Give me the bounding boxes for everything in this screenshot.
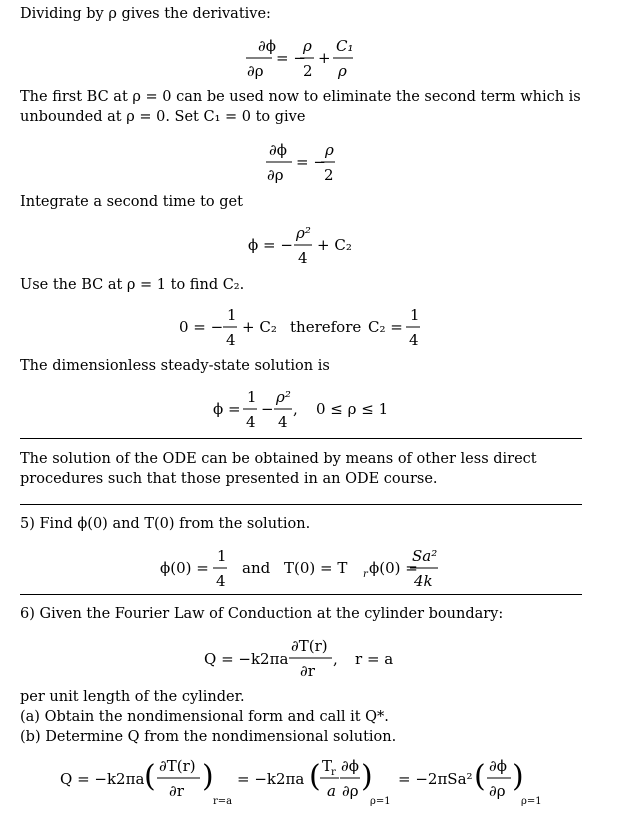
svg-text:4k: 4k: [414, 572, 433, 590]
svg-text:Q = −k2πa: Q = −k2πa: [60, 770, 145, 788]
svg-text:2: 2: [324, 166, 334, 184]
text-integrate: Integrate a second time to get: [20, 194, 243, 210]
svg-text:T(0) = T: T(0) = T: [284, 559, 348, 577]
svg-text:4: 4: [278, 413, 288, 431]
svg-text:C₂ =: C₂ =: [368, 318, 403, 336]
svg-text:Q = −k2πa: Q = −k2πa: [204, 650, 289, 668]
svg-text:+ C₂: + C₂: [242, 318, 277, 336]
svg-text:): ): [361, 759, 373, 794]
equation-steady-solution: [0, 381, 630, 441]
svg-text:4: 4: [298, 249, 308, 267]
svg-text:= −: = −: [276, 49, 306, 67]
text-steady-state: The dimensionless steady-state solution is: [20, 358, 330, 374]
divider-2: [20, 504, 582, 505]
svg-text:∂ϕ: ∂ϕ: [258, 37, 276, 55]
svg-text:T: T: [322, 757, 333, 775]
equation-derivative: [0, 30, 630, 90]
svg-text:ϕ =: ϕ =: [213, 400, 241, 418]
svg-text:(: (: [474, 759, 486, 794]
text-per-unit-length: per unit length of the cylinder.: [20, 689, 245, 705]
text-part-a: (a) Obtain the nondimensional form and call it Q*.: [20, 709, 389, 725]
svg-text:,: ,: [293, 400, 298, 418]
svg-text:r: r: [363, 569, 368, 580]
svg-text:(: (: [309, 759, 321, 794]
svg-text:∂T(r): ∂T(r): [159, 757, 196, 775]
svg-text:ρ²: ρ²: [276, 388, 291, 406]
text-dividing: Dividing by ρ gives the derivative:: [20, 6, 271, 22]
svg-text:): ): [202, 759, 214, 794]
svg-text:r = a: r = a: [355, 650, 394, 668]
svg-text:0 ≤ ρ ≤ 1: 0 ≤ ρ ≤ 1: [316, 400, 389, 418]
svg-text:ρ: ρ: [325, 141, 334, 159]
svg-text:= −k2πa: = −k2πa: [237, 770, 305, 788]
text-step-5: 5) Find ϕ(0) and T(0) from the solution.: [20, 516, 311, 532]
svg-text:∂ϕ: ∂ϕ: [269, 141, 287, 159]
svg-text:(: (: [144, 759, 156, 794]
svg-text:∂T(r): ∂T(r): [291, 637, 328, 655]
svg-text:,: ,: [333, 650, 338, 668]
equation-phi-general: [0, 218, 630, 278]
svg-text:ρ²: ρ²: [296, 224, 311, 242]
equation-center-values: [0, 540, 630, 600]
svg-text:ρ=1: ρ=1: [370, 796, 391, 807]
text-part-b: (b) Determine Q from the nondimensional solution.: [20, 729, 397, 745]
svg-text:ρ: ρ: [303, 37, 312, 55]
svg-text:1: 1: [217, 547, 227, 565]
svg-text:= −2πSa²: = −2πSa²: [398, 770, 473, 788]
svg-text:therefore: therefore: [290, 318, 362, 336]
svg-text:∂ϕ: ∂ϕ: [341, 757, 359, 775]
equation-derivative-reduced: [0, 134, 630, 194]
equation-fourier-law: [0, 632, 630, 692]
svg-text:ϕ(0) =: ϕ(0) =: [369, 559, 418, 577]
svg-text:4: 4: [226, 331, 236, 349]
equation-c2: [0, 300, 630, 360]
svg-text:r=a: r=a: [213, 796, 233, 807]
svg-text:): ): [512, 759, 524, 794]
svg-text:= −: = −: [296, 153, 326, 171]
svg-text:∂ρ: ∂ρ: [342, 782, 359, 800]
text-use-bc: Use the BC at ρ = 1 to find C₂.: [20, 277, 245, 293]
svg-text:1: 1: [410, 306, 420, 324]
svg-text:Sa²: Sa²: [412, 547, 438, 565]
svg-text:4: 4: [409, 331, 419, 349]
svg-text:1: 1: [247, 388, 257, 406]
svg-text:2: 2: [303, 62, 313, 80]
svg-text:∂ϕ: ∂ϕ: [489, 757, 507, 775]
text-step-6: 6) Given the Fourier Law of Conduction at the cylinder boundary:: [20, 606, 504, 622]
divider-1: [20, 438, 582, 439]
svg-text:4: 4: [216, 572, 226, 590]
svg-text:ρ=1: ρ=1: [521, 796, 542, 807]
svg-text:ρ: ρ: [338, 62, 347, 80]
equation-heat-flow: [0, 752, 630, 812]
svg-text:ϕ(0) =: ϕ(0) =: [160, 559, 209, 577]
svg-text:∂r: ∂r: [300, 662, 315, 680]
svg-text:∂ρ: ∂ρ: [267, 166, 284, 184]
svg-text:and: and: [242, 559, 271, 577]
svg-text:C₁: C₁: [336, 37, 354, 55]
svg-text:0 = −: 0 = −: [179, 318, 224, 336]
divider-3: [20, 594, 582, 595]
text-ode-solution-note: The solution of the ODE can be obtained by means of other less direct procedures such that those presented in an ODE course.: [20, 451, 537, 487]
svg-text:∂ρ: ∂ρ: [489, 782, 506, 800]
svg-text:∂ρ: ∂ρ: [247, 62, 264, 80]
svg-text:4: 4: [246, 413, 256, 431]
svg-text:r: r: [331, 767, 336, 778]
svg-text:∂r: ∂r: [169, 782, 184, 800]
svg-text:+: +: [318, 49, 331, 67]
text-first-bc: The first BC at ρ = 0 can be used now to eliminate the second term which is unbounded at ρ = 0. Set C₁ = 0 to give: [20, 89, 581, 125]
svg-text:+ C₂: + C₂: [317, 236, 352, 254]
svg-text:ϕ = −: ϕ = −: [248, 236, 293, 254]
svg-text:1: 1: [227, 306, 237, 324]
svg-text:a: a: [327, 782, 336, 800]
svg-text:−: −: [261, 400, 274, 418]
